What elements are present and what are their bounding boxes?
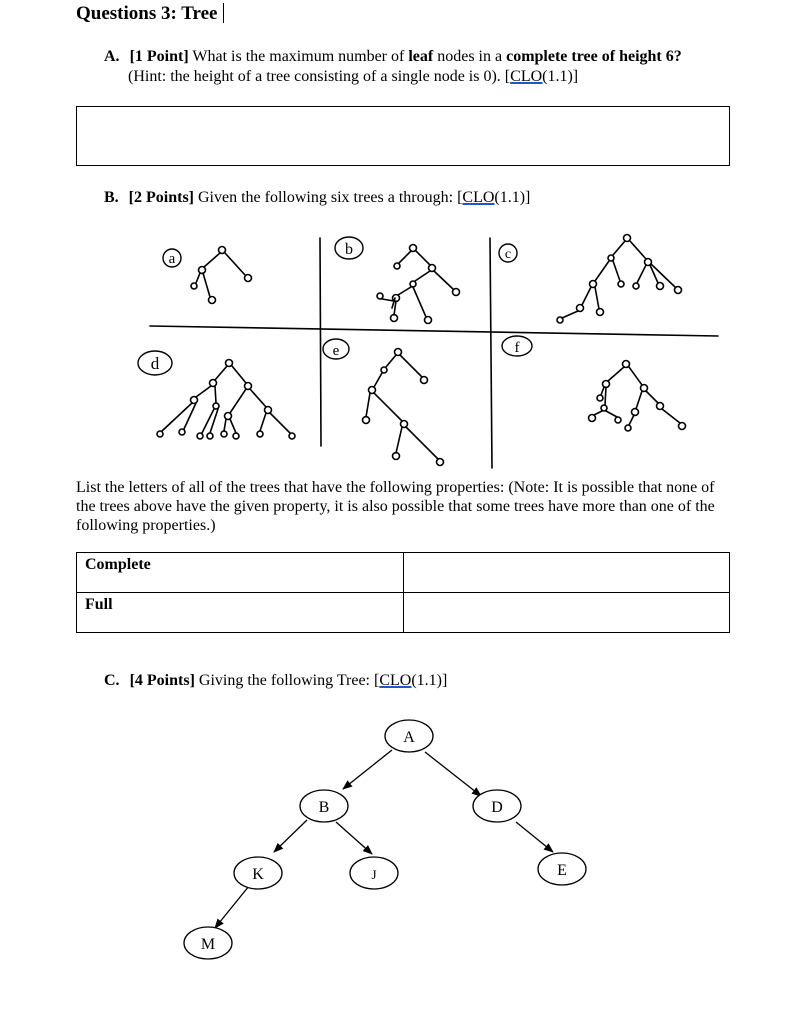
hand-drawn-trees-figure: [130, 228, 730, 473]
tree-diagram: [0, 700, 808, 980]
instructions-text: List the letters of all of the trees that have the following properties: (Note: It is possible that none of the trees above have the given property, it is also possible that some trees have more than one of the following properties.): [76, 479, 715, 534]
edge-d-e: [516, 822, 553, 852]
svg-text:c: c: [504, 247, 512, 262]
tree-d-sketch: [157, 360, 295, 440]
answer-box-a[interactable]: [76, 106, 730, 166]
text-cursor: [223, 3, 224, 23]
clo-link[interactable]: CLO(: [379, 672, 417, 689]
edge-b-k: [274, 820, 307, 852]
tree-label-a: [163, 249, 181, 267]
node-label-d: D: [491, 799, 503, 816]
answer-cell-full[interactable]: [404, 593, 730, 633]
clo-link[interactable]: CLO(: [510, 68, 548, 85]
answer-cell-complete[interactable]: [404, 553, 730, 593]
question-a-points: [1 Point]: [129, 48, 189, 65]
clo-link[interactable]: CLO(: [462, 189, 500, 206]
divider-line: [150, 326, 718, 336]
svg-text:d: d: [150, 354, 160, 373]
node-label-k: K: [252, 866, 264, 883]
question-c: C. [4 Points] Giving the following Tree: [CLO(1.1)]: [104, 672, 448, 689]
table-row: [77, 553, 730, 593]
page-title: Questions 3: Tree: [76, 3, 224, 25]
properties-table: [76, 552, 730, 633]
node-label-a: A: [403, 729, 415, 746]
node-label-b: B: [318, 799, 330, 816]
question-a-hint: (Hint: the height of a tree consisting of a single node is 0). [CLO(1.1)]: [128, 68, 579, 85]
tree-b-sketch: [377, 245, 460, 324]
edge-k-m: [215, 886, 249, 928]
tree-f-sketch: [589, 361, 686, 432]
tree-e-sketch: [363, 349, 444, 466]
node-label-j: J: [371, 867, 377, 882]
tree-label-c: [499, 244, 517, 262]
property-label-complete: Complete: [77, 553, 404, 593]
edge-a-d: [425, 752, 481, 796]
svg-text:e: e: [332, 343, 340, 359]
property-label-full: Full: [77, 593, 404, 633]
svg-text:a: a: [168, 251, 176, 267]
tree-label-b: [335, 237, 363, 259]
divider-line: [320, 238, 321, 446]
question-a-letter: A.: [104, 48, 120, 65]
svg-text:f: f: [514, 340, 520, 356]
edge-b-j: [336, 822, 372, 854]
edge-a-b: [343, 750, 392, 789]
tree-c-sketch: [557, 235, 682, 324]
question-b: B. [2 Points] Given the following six trees a through: [CLO(1.1)]: [104, 189, 531, 206]
tree-label-e: [323, 339, 349, 359]
node-label-e: E: [557, 862, 567, 879]
tree-label-f: [502, 336, 532, 356]
table-row: [77, 593, 730, 633]
svg-text:b: b: [345, 241, 353, 258]
question-a: A. [1 Point] What is the maximum number of leaf nodes in a complete tree of height 6?: [104, 48, 682, 65]
divider-line: [490, 238, 492, 468]
tree-a-sketch: [191, 247, 252, 304]
node-label-m: M: [200, 936, 216, 953]
tree-label-d: [138, 351, 172, 375]
